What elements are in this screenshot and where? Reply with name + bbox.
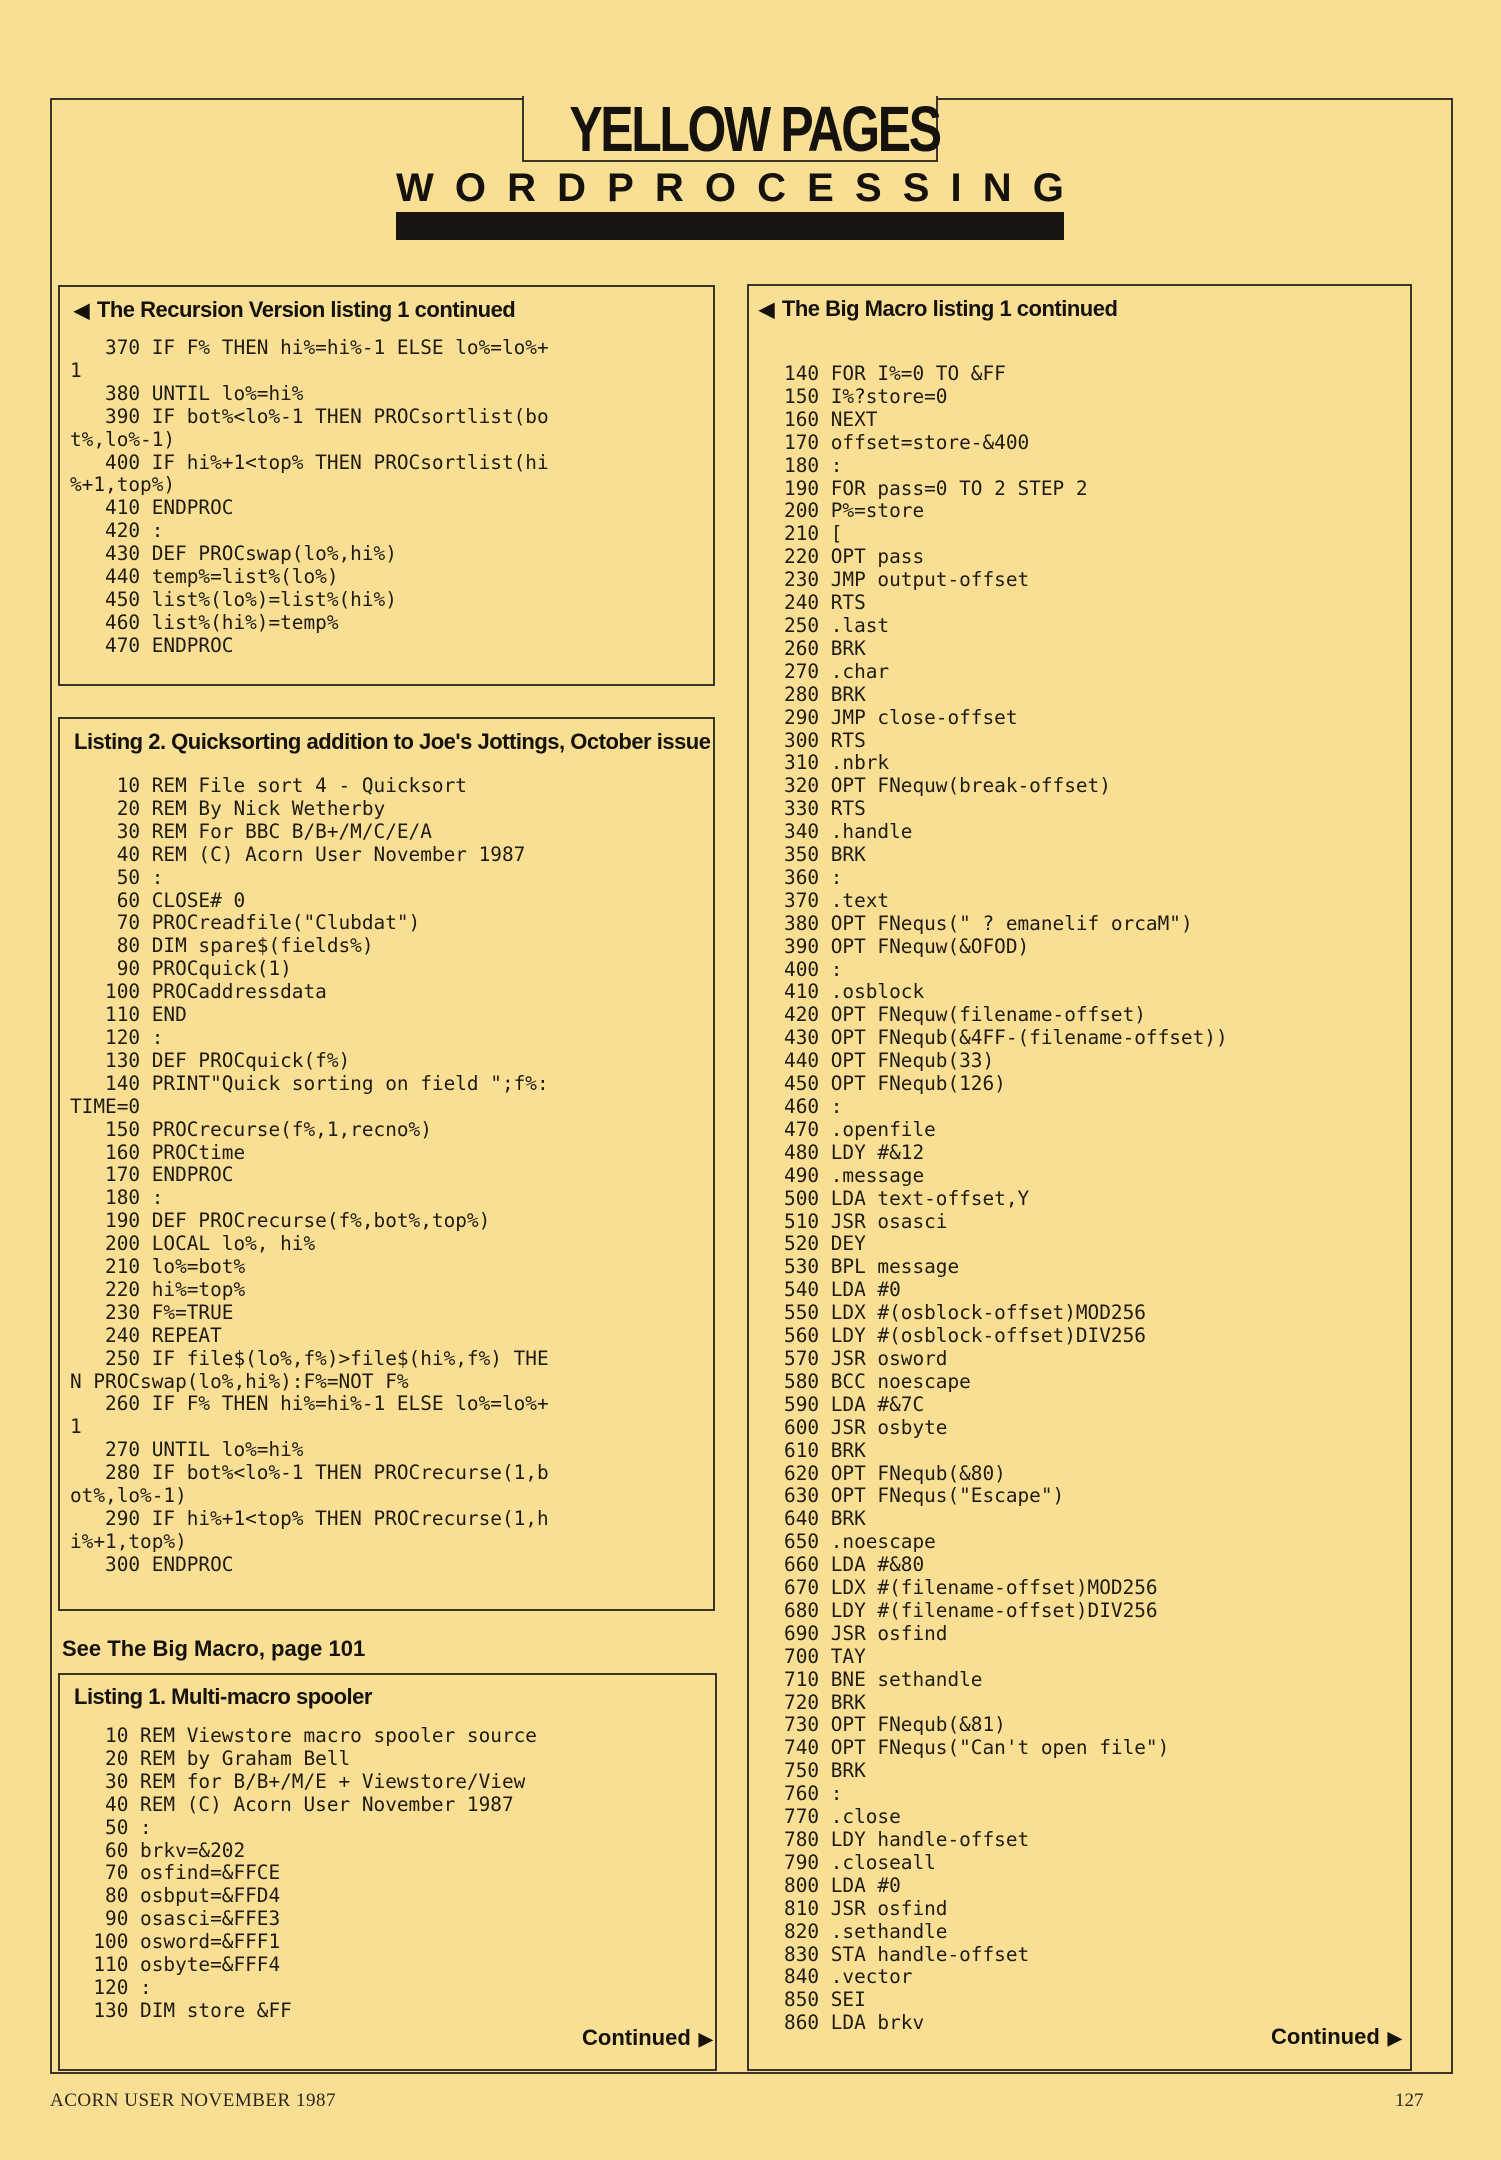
section-bar [396, 212, 1064, 240]
bigmacro-continued-text: Continued [1271, 2024, 1380, 2049]
section-title-letter: O [704, 166, 737, 210]
section-title-letter: P [607, 166, 634, 210]
footer-publication: ACORN USER NOVEMBER 1987 [50, 2090, 336, 2111]
section-title-letter: R [507, 166, 536, 210]
section-title [396, 164, 1064, 212]
left-arrow-icon: ◀ [74, 300, 89, 322]
right-arrow-icon: ▶ [698, 2029, 713, 2049]
masthead-title: YELLOW PAGES [569, 93, 940, 165]
panel-recursion-title-text: The Recursion Version listing 1 continued [96, 297, 516, 322]
bigmacro-continued-label [1271, 2024, 1402, 2050]
section-title-letter: N [982, 166, 1012, 210]
panel-bigmacro-title-text: The Big Macro listing 1 continued [781, 296, 1118, 321]
recursion-code-listing: 370 IF F% THEN hi%=hi%-1 ELSE lo%=lo%+ 1 380 UNTIL lo%=hi% 390 IF bot%<lo%-1 THEN PROCsortlist(bo t%,lo%-1) 400 IF hi%+1<top% THEN PROCsortlist(hi %+1,top%) 410 ENDPROC 420 : 430 DEF PROCswap(lo%,hi%) 440 temp%=list%(lo%) 450 list%(lo%)=list%(hi%) 460 list%(hi%)=temp% 470 ENDPROC [70, 336, 549, 657]
section-title-letter: R [654, 166, 684, 210]
panel-bigmacro-title [759, 296, 1117, 322]
section-title-letter: O [454, 166, 486, 210]
section-title-letter: W [396, 166, 434, 210]
panel-macro-spooler [58, 1673, 717, 2071]
section-title-letter: D [557, 166, 586, 210]
spooler-code-listing: 10 REM Viewstore macro spooler source 20 REM by Graham Bell 30 REM for B/B+/M/E + Viewstore/View 40 REM (C) Acorn User November 1987 50 : 60 brkv=&202 70 osfind=&FFCE 80 osbput=&FFD4 90 osasci=&FFE3 100 osword=&FFF1 110 osbyte=&FFF4 120 : 130 DIM store &FF [93, 1724, 537, 2022]
section-title-letter: G [1032, 166, 1064, 210]
bigmacro-code-listing: 140 FOR I%=0 TO &FF 150 I%?store=0 160 NEXT 170 offset=store-&400 180 : 190 FOR pass=0 TO 2 STEP 2 200 P%=store 210 [ 220 OPT pass 230 JMP output-offset 240 RTS 250 .last 260 BRK 270 .char 280 BRK 290 JMP close-offset 300 RTS 310 .nbrk 320 OPT FNequw(break-offset) 330 RTS 340 .handle 350 BRK 360 : 370 .text 380 OPT FNequs(" ? emanelif orcaM") 390 OPT FNequw(&OFOD) 400 : 410 .osblock 420 OPT FNequw(filename-offset) 430 OPT FNequb(&4FF-(filename-offset)) 440 OPT FNequb(33) 450 OPT FNequb(126) 460 : 470 .openfile 480 LDY #&12 490 .message 500 LDA text-offset,Y 510 JSR osasci 520 DEY 530 BPL message 540 LDA #0 550 LDX #(osblock-offset)MOD256 560 LDY #(osblock-offset)DIV256 570 JSR osword 580 BCC noescape 590 LDA #&7C 600 JSR osbyte 610 BRK 620 OPT FNequb(&80) 630 OPT FNequs("Escape") 640 BRK 650 .noescape 660 LDA #&80 670 LDX #(filename-offset)MOD256 680 LDY #(filename-offset)DIV256 690 JSR osfind 700 TAY 710 BNE sethandle 720 BRK 730 OPT FNequb(&81) 740 OPT FNequs("Can't open file") 750 BRK 760 : 770 .close 780 LDY handle-offset 790 .closeall 800 LDA #0 810 JSR osfind 820 .sethandle 830 STA handle-offset 840 .vector 850 SEI 860 LDA brkv [784, 362, 1228, 2035]
panel-quicksort-listing [58, 717, 715, 1611]
panel-quicksort-title: Listing 2. Quicksorting addition to Joe's Jottings, October issue [74, 729, 711, 754]
panel-big-macro [747, 284, 1412, 2071]
section-title-letter: I [950, 166, 962, 210]
panel-recursion-title [74, 297, 515, 323]
section-title-letter: C [757, 166, 787, 210]
spooler-continued-label [582, 2025, 713, 2051]
panel-spooler-title: Listing 1. Multi-macro spooler [74, 1684, 372, 1709]
section-title-letter: E [807, 166, 834, 210]
quicksort-code-listing: 10 REM File sort 4 - Quicksort 20 REM By Nick Wetherby 30 REM For BBC B/B+/M/C/E/A 40 REM (C) Acorn User November 1987 50 : 60 CLOSE# 0 70 PROCreadfile("Clubdat") 80 DIM spare$(fields%) 90 PROCquick(1) 100 PROCaddressdata 110 END 120 : 130 DEF PROCquick(f%) 140 PRINT"Quick sorting on field ";f%: TIME=0 150 PROCrecurse(f%,1,recno%) 160 PROCtime 170 ENDPROC 180 : 190 DEF PROCrecurse(f%,bot%,top%) 200 LOCAL lo%, hi% 210 lo%=bot% 220 hi%=top% 230 F%=TRUE 240 REPEAT 250 IF file$(lo%,f%)>file$(hi%,f%) THE N PROCswap(lo%,hi%):F%=NOT F% 260 IF F% THEN hi%=hi%-1 ELSE lo%=lo%+ 1 270 UNTIL lo%=hi% 280 IF bot%<lo%-1 THEN PROCrecurse(1,b ot%,lo%-1) 290 IF hi%+1<top% THEN PROCrecurse(1,h i%+1,top%) 300 ENDPROC [70, 774, 549, 1576]
spooler-continued-text: Continued [582, 2025, 691, 2050]
see-big-macro-note: See The Big Macro, page 101 [62, 1636, 366, 1661]
page-number: 127 [1395, 2090, 1424, 2111]
section-title-letter: S [902, 166, 930, 210]
left-arrow-icon: ◀ [759, 299, 774, 321]
right-arrow-icon: ▶ [1387, 2028, 1402, 2048]
panel-recursion-version [58, 285, 715, 686]
section-title-letter: S [854, 166, 882, 210]
masthead-box [522, 93, 940, 165]
